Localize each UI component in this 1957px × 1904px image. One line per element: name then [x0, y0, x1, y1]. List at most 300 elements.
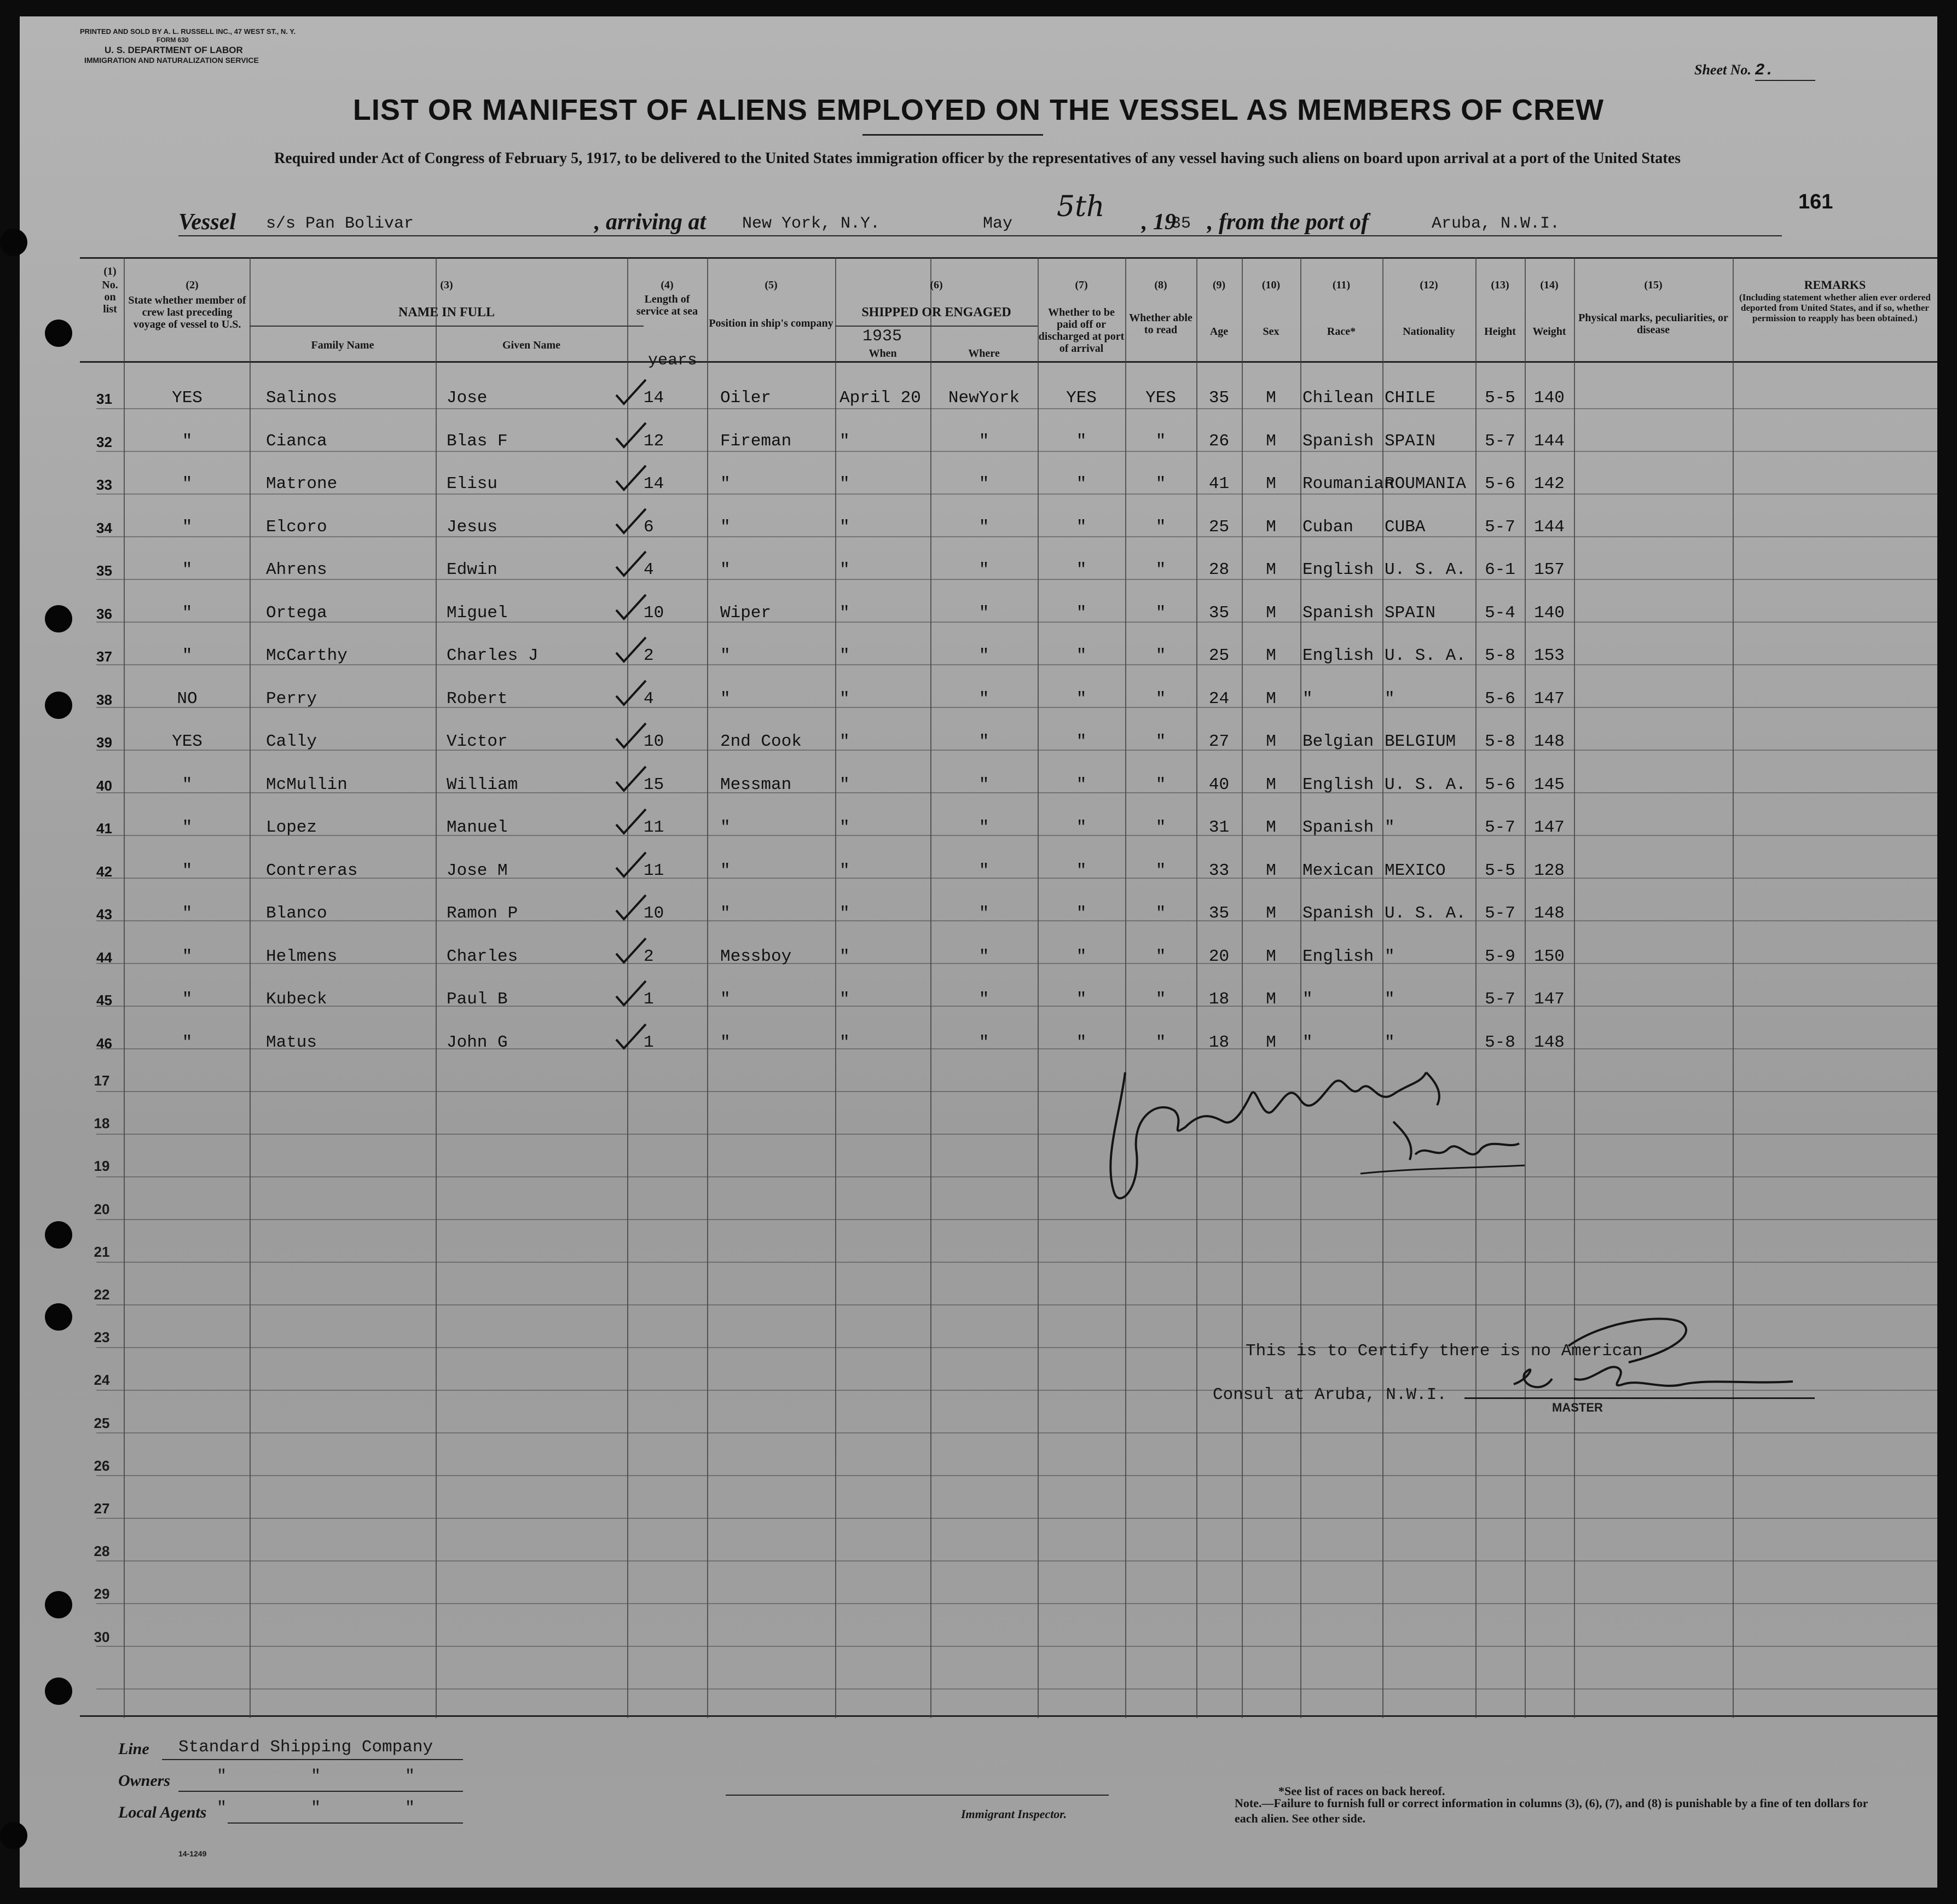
cell-where: "	[979, 560, 989, 579]
cell-age: 35	[1208, 603, 1230, 623]
blank-row-number: 30	[94, 1628, 110, 1645]
cell-nationality: U. S. A.	[1385, 775, 1466, 794]
col12-num: (12)	[1420, 279, 1438, 291]
check-mark-icon	[612, 591, 650, 624]
cell-sex: M	[1266, 732, 1276, 751]
col11-num: (11)	[1332, 279, 1351, 291]
cell-position: "	[720, 990, 731, 1009]
sheet-number-label: Sheet No. 2.	[1694, 61, 1815, 81]
col-rule	[1733, 257, 1734, 1718]
cell-nationality: CUBA	[1385, 517, 1426, 537]
cell-where: NewYork	[948, 388, 1020, 408]
punch-hole	[45, 692, 72, 719]
col10-label: Sex	[1263, 326, 1279, 338]
cell-given: Jesus	[447, 517, 498, 537]
cell-sex: M	[1266, 861, 1276, 880]
cell-height: 5-7	[1485, 990, 1515, 1009]
from-port-label: , from the port of	[1207, 210, 1369, 235]
check-mark-icon	[612, 720, 650, 753]
cell-sex: M	[1266, 474, 1276, 494]
check-mark-icon	[612, 763, 650, 796]
cell-height: 5-8	[1485, 1032, 1515, 1052]
vessel-line-rule	[178, 235, 1782, 236]
cell-age: 41	[1208, 474, 1230, 494]
cell-nationality: SPAIN	[1385, 603, 1436, 623]
arrival-month: May	[983, 214, 1013, 233]
cell-given: Jose M	[447, 861, 508, 880]
cell-paid-off: "	[1076, 431, 1087, 451]
cell-where: "	[979, 431, 989, 451]
col3-label: NAME IN FULL	[398, 305, 495, 320]
cell-race: English	[1302, 646, 1374, 665]
cell-sex: M	[1266, 947, 1276, 966]
row-rule	[96, 1518, 1937, 1519]
cell-age: 33	[1208, 861, 1230, 880]
cell-nationality: U. S. A.	[1385, 560, 1466, 579]
arrival-port: New York, N.Y.	[742, 214, 881, 233]
printer-line: PRINTED AND SOLD BY A. L. RUSSELL INC., 47 WEST ST., N. Y.	[80, 27, 296, 36]
col9-num: (9)	[1212, 279, 1226, 291]
title-underline	[862, 134, 1043, 136]
service: IMMIGRATION AND NATURALIZATION SERVICE	[84, 56, 259, 65]
col3-num: (3)	[440, 279, 453, 291]
cell-nationality: "	[1385, 1032, 1395, 1052]
blank-row-number: 21	[94, 1243, 110, 1260]
cell-position: Fireman	[720, 431, 792, 451]
cell-sex: M	[1266, 560, 1276, 579]
check-mark-icon	[612, 677, 650, 710]
cell-nationality: U. S. A.	[1385, 904, 1466, 923]
owners-ditto: " " "	[217, 1767, 415, 1786]
col12-label: Nationality	[1403, 326, 1455, 338]
remarks-title: REMARKS	[1804, 278, 1866, 292]
cell-sex: M	[1266, 646, 1276, 665]
cell-when: "	[839, 646, 850, 665]
cell-nationality: ROUMANIA	[1385, 474, 1466, 494]
row-rule	[96, 1219, 1937, 1220]
row-rule	[96, 1262, 1937, 1263]
cell-when: "	[839, 431, 850, 451]
cell-given: Charles	[447, 947, 518, 966]
row-rule	[96, 1646, 1937, 1647]
cell-nationality: SPAIN	[1385, 431, 1436, 451]
cell-where: "	[979, 947, 989, 966]
table-bottom-rule	[80, 1715, 1937, 1717]
cell-when: "	[839, 732, 850, 751]
races-note: *See list of races on back hereof.	[1278, 1784, 1445, 1798]
cell-position: "	[720, 861, 731, 880]
col7-label: Whether to be paid off or discharged at port of arrival	[1038, 306, 1125, 355]
from-port: Aruba, N.W.I.	[1432, 214, 1560, 233]
col6-where: Where	[968, 347, 1000, 359]
col3-family: Family Name	[311, 339, 374, 351]
arrival-day: 5th	[1057, 190, 1105, 223]
row-rule	[96, 1091, 1937, 1092]
blank-row-number: 18	[94, 1115, 110, 1132]
row-number: 31	[96, 391, 112, 407]
cell-paid-off: "	[1076, 1032, 1087, 1052]
row-number: 39	[96, 734, 112, 751]
cell-where: "	[979, 646, 989, 665]
blank-row-number: 26	[94, 1457, 110, 1474]
cell-family: Kubeck	[266, 990, 327, 1009]
cell-prev: "	[182, 904, 193, 923]
agents-ditto: " " "	[217, 1799, 415, 1818]
cell-paid-off: "	[1076, 474, 1087, 494]
cell-position: "	[720, 818, 731, 837]
row-rule	[96, 408, 1937, 409]
cell-service: 4	[644, 689, 654, 709]
col4-label: Length of service at sea	[636, 293, 698, 317]
certify-line-2: Consul at Aruba, N.W.I.	[1213, 1385, 1447, 1404]
cell-age: 20	[1208, 947, 1230, 966]
cell-paid-off: "	[1076, 603, 1087, 623]
agents-rule	[228, 1822, 463, 1824]
col5-num: (5)	[765, 279, 778, 291]
cell-paid-off: "	[1076, 818, 1087, 837]
blank-row-number: 25	[94, 1414, 110, 1431]
cell-read: "	[1155, 861, 1166, 880]
cell-race: "	[1302, 1032, 1313, 1052]
row-rule	[96, 1475, 1937, 1476]
check-mark-icon	[612, 462, 650, 495]
row-number: 34	[96, 519, 112, 536]
cell-weight: 148	[1534, 904, 1565, 923]
inspector-rule	[726, 1795, 1109, 1796]
cell-race: "	[1302, 689, 1313, 709]
cell-when: "	[839, 775, 850, 794]
cell-age: 18	[1208, 990, 1230, 1009]
name-subheader-rule	[250, 326, 644, 327]
cell-read: "	[1155, 990, 1166, 1009]
cell-prev: "	[182, 603, 193, 623]
cell-prev: "	[182, 775, 193, 794]
form-code: 14-1249	[178, 1849, 207, 1858]
cell-read: "	[1155, 689, 1166, 709]
cell-when: "	[839, 1032, 850, 1052]
cell-paid-off: "	[1076, 517, 1087, 537]
cell-weight: 144	[1534, 431, 1565, 451]
subtitle: Required under Act of Congress of February 5, 1917, to be delivered to the United States immigration officer by the representatives of any vessel having such aliens on board upon arrival at a port of the United States	[274, 150, 1681, 167]
col2-num: (2)	[186, 279, 199, 291]
cell-nationality: BELGIUM	[1385, 732, 1456, 751]
punch-hole	[45, 1591, 72, 1618]
cell-where: "	[979, 861, 989, 880]
blank-row-number: 20	[94, 1200, 110, 1217]
cell-race: Belgian	[1302, 732, 1374, 751]
cell-position: "	[720, 689, 731, 709]
check-mark-icon	[612, 806, 650, 839]
cell-position: "	[720, 517, 731, 537]
cell-given: Blas F	[447, 431, 508, 451]
cell-given: Miguel	[447, 603, 508, 623]
cell-age: 40	[1208, 775, 1230, 794]
cell-where: "	[979, 689, 989, 709]
cell-race: Spanish	[1302, 904, 1374, 923]
col1-label: No. on list	[102, 279, 118, 315]
cell-given: Ramon P	[447, 904, 518, 923]
cell-read: "	[1155, 646, 1166, 665]
check-mark-icon	[612, 634, 650, 667]
cell-height: 5-5	[1485, 388, 1515, 408]
cell-race: English	[1302, 947, 1374, 966]
cell-weight: 145	[1534, 775, 1565, 794]
row-rule	[96, 1688, 1937, 1690]
cell-position: "	[720, 1032, 731, 1052]
cell-read: "	[1155, 474, 1166, 494]
cell-where: "	[979, 775, 989, 794]
cell-paid-off: "	[1076, 947, 1087, 966]
cell-age: 31	[1208, 818, 1230, 837]
row-number: 33	[96, 477, 112, 493]
check-mark-icon	[612, 420, 650, 452]
row-number: 43	[96, 906, 112, 922]
page-title: LIST OR MANIFEST OF ALIENS EMPLOYED ON THE VESSEL AS MEMBERS OF CREW	[352, 94, 1605, 126]
cell-weight: 148	[1534, 1032, 1565, 1052]
cell-read: "	[1155, 818, 1166, 837]
row-number: 36	[96, 605, 112, 622]
row-number: 42	[96, 863, 112, 880]
cell-age: 18	[1208, 1032, 1230, 1052]
cell-when: "	[839, 990, 850, 1009]
cell-sex: M	[1266, 818, 1276, 837]
cell-given: John G	[447, 1032, 508, 1052]
punch-hole	[45, 1221, 72, 1249]
blank-row-number: 22	[94, 1286, 110, 1303]
cell-nationality: CHILE	[1385, 388, 1436, 408]
cell-when: "	[839, 517, 850, 537]
cell-read: "	[1155, 517, 1166, 537]
cell-when: "	[839, 474, 850, 494]
col-rule	[1574, 257, 1575, 1718]
cell-weight: 157	[1534, 560, 1565, 579]
cell-paid-off: "	[1076, 904, 1087, 923]
cell-prev: YES	[172, 388, 202, 408]
cell-family: Cianca	[266, 431, 327, 451]
blank-row-number: 29	[94, 1586, 110, 1603]
cell-when: "	[839, 861, 850, 880]
cell-service: 6	[644, 517, 654, 537]
punch-hole	[45, 605, 72, 632]
cell-age: 25	[1208, 646, 1230, 665]
cell-sex: M	[1266, 517, 1276, 537]
cell-age: 24	[1208, 689, 1230, 709]
cell-age: 27	[1208, 732, 1230, 751]
cell-sex: M	[1266, 990, 1276, 1009]
cell-sex: M	[1266, 1032, 1276, 1052]
cell-position: 2nd Cook	[720, 732, 802, 751]
cell-nationality: "	[1385, 689, 1395, 709]
cell-when: "	[839, 818, 850, 837]
col3-given: Given Name	[502, 339, 561, 351]
cell-sex: M	[1266, 775, 1276, 794]
cell-service: 11	[644, 818, 664, 837]
col9-label: Age	[1209, 326, 1229, 338]
cell-service: 10	[644, 603, 664, 623]
cell-height: 5-7	[1485, 517, 1515, 537]
punch-hole	[45, 1303, 72, 1331]
owners-rule	[178, 1791, 463, 1792]
cell-prev: YES	[172, 732, 202, 751]
cell-weight: 147	[1534, 818, 1565, 837]
cell-race: Roumanian	[1302, 474, 1394, 494]
cell-read: "	[1155, 1032, 1166, 1052]
col13-num: (13)	[1491, 279, 1509, 291]
owners-label: Owners	[118, 1772, 171, 1790]
col13-label: Height	[1484, 326, 1516, 338]
cell-nationality: U. S. A.	[1385, 646, 1466, 665]
row-rule	[96, 494, 1937, 495]
cell-service: 4	[644, 560, 654, 579]
cell-service: 10	[644, 732, 664, 751]
cell-nationality: "	[1385, 818, 1395, 837]
col-rule	[707, 257, 708, 1718]
cell-given: Paul B	[447, 990, 508, 1009]
manifest-sheet	[20, 16, 1937, 1888]
cell-prev: "	[182, 1032, 193, 1052]
cell-read: YES	[1145, 388, 1176, 408]
row-number: 38	[96, 691, 112, 708]
inspector-label: Immigrant Inspector.	[961, 1807, 1067, 1821]
cell-weight: 140	[1534, 603, 1565, 623]
cell-nationality: "	[1385, 947, 1395, 966]
cell-nationality: "	[1385, 990, 1395, 1009]
cell-family: Ahrens	[266, 560, 327, 579]
year-prefix: , 19	[1142, 210, 1176, 235]
shipped-year: 1935	[862, 327, 902, 346]
certify-line-1: This is to Certify there is no American	[1246, 1342, 1643, 1361]
cell-prev: "	[182, 431, 193, 451]
cell-service: 10	[644, 904, 664, 923]
blank-row-number: 24	[94, 1372, 110, 1389]
cell-where: "	[979, 474, 989, 494]
cell-read: "	[1155, 904, 1166, 923]
cell-race: Mexican	[1302, 861, 1374, 880]
cell-family: Elcoro	[266, 517, 327, 537]
col14-num: (14)	[1540, 279, 1559, 291]
row-rule	[96, 1432, 1937, 1433]
cell-family: Ortega	[266, 603, 327, 623]
col7-num: (7)	[1075, 279, 1088, 291]
blank-row-number: 19	[94, 1158, 110, 1175]
col-rule	[250, 257, 251, 1718]
check-mark-icon	[612, 935, 650, 968]
cell-family: Matrone	[266, 474, 338, 494]
col6-when: When	[869, 347, 897, 359]
shipped-subheader-rule	[835, 326, 1038, 327]
table-top-rule	[80, 257, 1937, 259]
cell-service: 2	[644, 646, 654, 665]
cell-sex: M	[1266, 431, 1276, 451]
form-number: FORM 630	[157, 36, 189, 44]
cell-prev: "	[182, 947, 193, 966]
col-rule	[436, 257, 437, 1718]
cell-prev: "	[182, 517, 193, 537]
cell-given: Edwin	[447, 560, 498, 579]
cell-paid-off: "	[1076, 990, 1087, 1009]
row-number: 32	[96, 433, 112, 450]
cell-age: 28	[1208, 560, 1230, 579]
check-mark-icon	[612, 376, 650, 409]
row-number: 40	[96, 777, 112, 794]
cell-paid-off: "	[1076, 732, 1087, 751]
year-suffix: 35	[1171, 214, 1191, 233]
cell-weight: 147	[1534, 990, 1565, 1009]
col6-num: (6)	[930, 279, 943, 291]
cell-position: Messboy	[720, 947, 792, 966]
cell-height: 5-9	[1485, 947, 1515, 966]
check-mark-icon	[612, 892, 650, 925]
cell-paid-off: "	[1076, 560, 1087, 579]
row-number: 44	[96, 949, 112, 966]
cell-prev: "	[182, 861, 193, 880]
cell-position: "	[720, 646, 731, 665]
cell-height: 5-6	[1485, 474, 1515, 494]
punch-hole	[0, 229, 27, 256]
cell-given: Jose	[447, 388, 488, 408]
check-mark-icon	[612, 849, 650, 882]
cell-given: Manuel	[447, 818, 508, 837]
line-rule	[162, 1759, 463, 1760]
cell-race: Spanish	[1302, 431, 1374, 451]
row-number: 35	[96, 562, 112, 579]
cell-weight: 150	[1534, 947, 1565, 966]
cell-height: 5-7	[1485, 904, 1515, 923]
check-mark-icon	[612, 506, 650, 538]
cell-position: Wiper	[720, 603, 772, 623]
check-mark-icon	[612, 548, 650, 581]
cell-family: McMullin	[266, 775, 348, 794]
col11-label: Race*	[1327, 326, 1356, 338]
header-bottom-rule	[80, 361, 1937, 363]
cell-weight: 153	[1534, 646, 1565, 665]
cell-service: 14	[644, 388, 664, 408]
line-label: Line	[118, 1740, 149, 1758]
cell-prev: "	[182, 818, 193, 837]
cell-family: Helmens	[266, 947, 338, 966]
col8-num: (8)	[1154, 279, 1167, 291]
cell-position: "	[720, 560, 731, 579]
cell-where: "	[979, 517, 989, 537]
cell-where: "	[979, 603, 989, 623]
row-rule	[96, 1603, 1937, 1604]
cell-where: "	[979, 732, 989, 751]
cell-sex: M	[1266, 689, 1276, 709]
cell-height: 5-5	[1485, 861, 1515, 880]
cell-read: "	[1155, 732, 1166, 751]
cell-weight: 140	[1534, 388, 1565, 408]
col14-label: Weight	[1532, 326, 1566, 338]
cell-position: "	[720, 474, 731, 494]
row-rule	[96, 1176, 1937, 1177]
cell-height: 5-6	[1485, 775, 1515, 794]
penalty-note: Note.—Failure to furnish full or correct information in columns (3), (6), (7), and (8) is punishable by a fine of ten dollars for each alien. See other side.	[1235, 1796, 1868, 1825]
cell-race: English	[1302, 775, 1374, 794]
cell-prev: NO	[177, 689, 198, 709]
col-rule	[1300, 257, 1301, 1718]
row-rule	[96, 1134, 1937, 1135]
cell-position: "	[720, 904, 731, 923]
stamp-number: 161	[1798, 190, 1833, 213]
punch-hole	[45, 1677, 72, 1705]
row-number: 46	[96, 1035, 112, 1052]
check-mark-icon	[612, 1021, 650, 1054]
cell-read: "	[1155, 560, 1166, 579]
cell-paid-off: "	[1076, 646, 1087, 665]
cell-sex: M	[1266, 603, 1276, 623]
cell-age: 25	[1208, 517, 1230, 537]
cell-prev: "	[182, 646, 193, 665]
